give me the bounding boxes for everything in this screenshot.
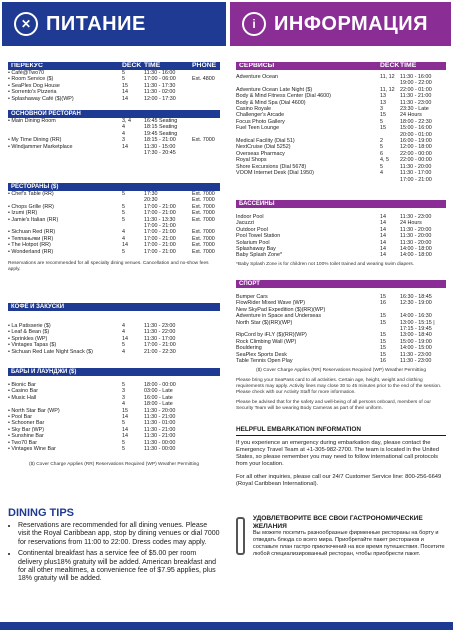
table-cell: 14 (122, 89, 128, 96)
table-cell: 11:30 - 16:00 (400, 74, 432, 80)
snacks-list (8, 70, 220, 102)
table-cell: 17:00 - 21:00 (144, 229, 176, 236)
table-cell: • Schooner Bar (8, 420, 45, 427)
table-cell: Solarium Pool (236, 239, 270, 246)
phone-icon (236, 517, 245, 555)
table-cell: Pool Towel Station (236, 233, 281, 240)
services-column-header (236, 62, 446, 70)
info-icon: i (242, 12, 266, 36)
pools-list (236, 214, 446, 259)
table-cell: 11:30 - 15:00 (144, 143, 176, 150)
table-cell: • My Time Dining (RR) (8, 137, 62, 144)
table-cell: Adventure in Space and Underseas (236, 313, 322, 320)
table-cell: 5 (122, 420, 125, 427)
table-cell: Casino Royale (236, 106, 272, 113)
coffee-title: КОФЕ И ЗАКУСКИ (11, 303, 65, 310)
table-cell: • Sorrento's Pizzeria (8, 89, 57, 96)
coffee-list (8, 323, 220, 355)
table-cell: 19:00 - 22:00 (400, 80, 432, 87)
pools-note: *Baby Splash Zone is for children not 100% toilet trained and wearing swim diapers. (236, 261, 415, 267)
table-cell: 16:45 Seating (144, 118, 178, 124)
table-cell: 5 (122, 216, 125, 223)
table-cell: 11:30 - 17:00 (144, 335, 176, 342)
deck-header: DECK (122, 61, 142, 69)
table-cell (380, 177, 400, 183)
main-dining-bar (8, 110, 220, 118)
table-cell: • Music Hall (8, 394, 37, 401)
table-cell: 03:00 - Late (144, 388, 173, 395)
table-cell (8, 150, 122, 156)
table-row (236, 177, 446, 183)
table-cell: 24 Hours (400, 220, 422, 227)
table-cell: • Izumi (RR) (8, 210, 38, 217)
table-cell: 15 (380, 332, 386, 339)
table-cell: 14 (122, 143, 128, 150)
table-cell: • Casino Bar (8, 388, 39, 395)
time-header: TIME (144, 61, 161, 69)
table-cell: 16:00 - Late (144, 394, 173, 401)
table-cell: 3, 4 (122, 118, 131, 124)
table-cell: Ext. 4800 (192, 76, 215, 83)
table-cell: Adventure Ocean (236, 74, 278, 80)
table-cell: 13 (380, 93, 386, 100)
table-cell: 22:00 - 01:00 (400, 86, 432, 93)
table-cell: • Vintages Wine Bar (8, 446, 56, 453)
table-cell: • Pool Bar (8, 414, 33, 421)
table-cell: 4 (122, 130, 125, 137)
table-cell: • Sichuan Red Late Night Snack ($) (8, 348, 93, 355)
dining-tip: • Continental breakfast has a service fee of $5.00 per room delivery plus18% gratuity will be added. American breakfast and for all other mealtimes, a convenience fee of $7.95 applies, plus 18% gratuity will be added. (18, 550, 220, 584)
table-cell: 11:30 - 21:00 (400, 93, 432, 100)
table-cell: Jacuzzi (236, 220, 254, 227)
table-cell: Body & Mind Spa (Dial 4600) (236, 99, 306, 106)
info-title: ИНФОРМАЦИЯ (274, 12, 428, 35)
table-cell: 15 (380, 319, 386, 326)
snacks-column-header (8, 62, 220, 70)
table-row (8, 446, 220, 452)
main-dining-section (8, 110, 220, 156)
info-header (230, 2, 451, 46)
sport-list (236, 294, 446, 364)
table-cell: 3 (122, 388, 125, 395)
security-note: Please be advised that for the safety and well-being of all persons onboard, members of our Security Team will be wearing Body Cameras as part of their uniform. (236, 400, 431, 412)
snacks-title: ПЕРЕКУС (11, 62, 43, 69)
table-cell: 5 (122, 248, 125, 255)
table-cell: 14:00 - 15:00 (400, 345, 432, 352)
table-cell: Medical Facility (Dial 51) (236, 138, 295, 145)
table-cell: 5 (122, 439, 125, 446)
table-row (8, 96, 220, 102)
table-cell: 11:30 - 22:00 (144, 329, 176, 336)
table-cell: • Bionic Bar (8, 382, 36, 388)
table-cell: Ext. 7000 (192, 216, 215, 223)
bars-title: БАРЫ И ЛАУНДЖИ ($) (11, 368, 77, 375)
table-cell: 14:00 - 18:00 (400, 252, 432, 259)
table-cell: 21:00 - 22:30 (144, 348, 176, 355)
sport-section (236, 280, 446, 412)
main-dining-title: ОСНОВНОЙ РЕСТОРАН (11, 110, 81, 117)
table-cell: • Chops Grille (RR) (8, 203, 54, 210)
table-cell: 11:30 - 21:00 (144, 433, 176, 440)
table-cell: Ext. 7000 (192, 203, 215, 210)
coffee-bar (8, 303, 220, 311)
table-cell: • Sichuan Red (RR) (8, 229, 56, 236)
table-cell: New SkyPad Expedition ($)(RR)(WP) (236, 306, 326, 313)
table-cell: Outdoor Pool (236, 226, 268, 233)
table-cell: 11:30 - 13:30 (144, 216, 176, 223)
embarkation-title: HELPFUL EMBARKATION INFORMATION (236, 427, 446, 436)
dining-header (2, 2, 226, 46)
table-cell: 15 (380, 345, 386, 352)
table-cell: 4 (122, 229, 125, 236)
table-cell: 13:00 - 18:40 (400, 332, 432, 339)
fork-knife-icon: ✕ (14, 12, 38, 36)
table-cell: • North Star Bar (WP) (8, 407, 60, 414)
table-cell: 5 (122, 191, 125, 197)
table-cell: Challenger's Arcade (236, 112, 285, 119)
time-header: TIME (400, 61, 417, 69)
table-cell: 6 (380, 150, 383, 157)
table-cell: 11:30 - 23:00 (400, 214, 432, 220)
table-cell: 13 (380, 99, 386, 106)
table-cell: 11:30 - 17:30 (144, 82, 176, 89)
table-cell: 4 (122, 235, 125, 242)
table-cell: 17:00 - 21:00 (144, 248, 176, 255)
table-cell: • Two70 Bar (8, 439, 38, 446)
table-cell: 11:30 - 23:00 (400, 358, 432, 365)
table-cell: 17:00 - 21:00 (144, 203, 176, 210)
table-cell: 18:00 - 22:30 (400, 118, 432, 125)
table-cell: Ext. 7000 (192, 229, 215, 236)
table-cell: 14 (380, 220, 386, 227)
coffee-section (8, 303, 220, 355)
table-cell: Ext. 7000 (192, 137, 215, 144)
table-cell: Bouldering (236, 345, 262, 352)
table-cell: 4 (122, 401, 125, 408)
table-cell: 15 (380, 112, 386, 119)
table-cell: 17:30 (144, 191, 158, 197)
table-cell: • La Patisserie ($) (8, 323, 51, 329)
table-cell: 19:45 Seating (144, 130, 178, 137)
table-cell: 22:00 - 00:00 (400, 150, 432, 157)
table-cell (192, 446, 220, 452)
table-cell: 5 (380, 163, 383, 170)
table-cell: 11:30 - 00:00 (144, 446, 176, 453)
table-cell: Baby Splash Zone* (236, 252, 283, 259)
table-cell: Ext. 7000 (192, 191, 215, 197)
table-cell: 14 (122, 95, 128, 102)
table-cell: 17:30 - 20:45 (144, 150, 176, 157)
deck-header: DECK (380, 61, 400, 69)
table-cell: FlowRider Mixed Wave (WP) (236, 300, 305, 307)
embarkation-section (236, 427, 446, 488)
table-cell: Overseas Pharmacy (236, 150, 285, 157)
table-cell: • Café@Two70 (8, 70, 45, 76)
pools-bar (236, 200, 446, 208)
table-cell: • Wonderland (RR) (8, 248, 54, 255)
embarkation-emergency: If you experience an emergency during embarkation day, please contact the Emergency Travel Team at +1-305-982-2700. The team is located in the United States, so please remember you may need to follow international call protocols from your location. (236, 440, 439, 468)
table-cell: 11, 12 (380, 86, 395, 93)
table-cell: 15 (380, 294, 386, 300)
table-cell: 15 (380, 338, 386, 345)
table-cell: 14:00 - 16:30 (400, 313, 432, 320)
dining-tips (8, 507, 220, 587)
table-cell: 4 (122, 124, 125, 131)
table-cell: 17:00 - 21:00 (144, 223, 176, 230)
table-cell (192, 150, 220, 156)
dining-tip: • Reservations are recommended for all dining venues. Please visit the Royal Caribbean app, stop by dining venues or dial 7000 for reservations from 11:00 to 22:00. Dress codes may apply. (18, 522, 220, 547)
table-cell: 12:00 - 17:30 (144, 95, 176, 102)
table-cell: 20:30 (144, 197, 158, 204)
table-cell (192, 349, 220, 355)
pools-title: БАССЕЙНЫ (239, 200, 275, 207)
table-cell: 17:00 - 21:00 (144, 342, 176, 349)
table-cell: Indoor Pool (236, 214, 264, 220)
table-cell: 15 (380, 125, 386, 132)
table-cell: 14 (122, 242, 128, 249)
table-cell: 16:00 - 19:00 (400, 138, 432, 145)
table-cell: 11:30 - 23:00 (400, 351, 432, 358)
table-cell: 15 (122, 407, 128, 414)
restaurants-note: Reservations are recommended for all specialty dining venues. Cancellation and no-show fees apply. (8, 261, 209, 273)
table-cell: 14 (380, 246, 386, 253)
table-cell: 14 (380, 252, 386, 259)
table-cell: 5 (380, 118, 383, 125)
table-row (236, 252, 446, 258)
table-cell: 11:30 - 20:00 (144, 407, 176, 414)
footer-bar (0, 622, 453, 630)
table-cell: 14 (122, 335, 128, 342)
table-cell: 11, 12 (380, 74, 395, 80)
table-cell: • SeaPlex Dog House (8, 82, 60, 89)
table-cell: 23:30 - Late (400, 106, 429, 113)
table-cell: 4, 5 (380, 157, 389, 164)
dining-tips-title: DINING TIPS (8, 507, 75, 519)
table-cell: • Теппаньяки (RR) (8, 235, 54, 242)
table-cell: • Windjammer Marketplace (8, 143, 73, 150)
table-cell: 17:00 - 21:00 (144, 235, 176, 242)
table-cell: • The Hotpot (RR) (8, 242, 51, 249)
table-cell: 15 (380, 351, 386, 358)
table-cell: 4 (122, 329, 125, 336)
table-cell: Fuel Teen Lounge (236, 125, 280, 132)
restaurants-bar (8, 183, 220, 191)
table-cell: 11:30 - 20:00 (400, 163, 432, 170)
table-cell: Ext. 7000 (192, 197, 215, 204)
table-cell: 11:30 - 20:00 (400, 233, 432, 240)
table-cell: 11:30 - 16:00 (144, 70, 176, 76)
services-section (236, 62, 446, 183)
table-cell: 17:00 - 21:00 (144, 242, 176, 249)
sport-title: СПОРТ (239, 280, 260, 287)
table-cell: Bumper Cars (236, 294, 268, 300)
table-cell: 11:30 - 21:00 (144, 414, 176, 421)
table-row (236, 320, 446, 333)
table-cell: Ext. 7000 (192, 235, 215, 242)
table-cell: SeaPlex Sports Desk (236, 351, 287, 358)
table-cell: 11:30 - 23:00 (400, 99, 432, 106)
restaurants-list (8, 191, 220, 255)
table-cell: 3 (122, 137, 125, 144)
app-promo-text: Вы можете посетить разнообразные фирменные рестораны на борту и отведать блюда со всего мира. Приобретайте пакет ресторанов и составьте план гастро приключений на все время путешествия. Посетите любой специализированный ресторан, чтобы приобрести пакет. (252, 530, 445, 557)
table-row (236, 358, 446, 364)
bars-legend: ($) Cover Charge Applies (RR) Reservations Required (WP) Weather Permitting (29, 462, 199, 468)
table-cell: 14 (380, 239, 386, 246)
table-cell: 14 (122, 426, 128, 433)
table-cell: 11:30 - 23:00 (144, 323, 176, 329)
table-cell: 14 (122, 433, 128, 440)
table-cell: Rock Climbing Wall (WP) (236, 338, 297, 345)
table-cell: 14 (380, 226, 386, 233)
table-cell: 4 (122, 323, 125, 329)
table-cell: 11:30 - 21:00 (144, 426, 176, 433)
table-cell: Splashaway Bay (236, 246, 276, 253)
table-cell: 22:00 - 00:00 (400, 157, 432, 164)
table-row (8, 150, 220, 156)
table-cell: 2 (380, 138, 383, 145)
table-cell: 14 (380, 233, 386, 240)
bars-bar (8, 368, 220, 376)
table-cell: 5 (122, 210, 125, 217)
table-cell: 14:00 - 18:00 (400, 246, 432, 253)
table-cell: 5 (122, 446, 125, 453)
sport-bar (236, 280, 446, 288)
table-cell: 15 (122, 82, 128, 89)
table-cell: 20:00 - 01:00 (400, 131, 432, 138)
app-promo (236, 515, 446, 557)
table-cell (122, 150, 144, 156)
table-cell: Body & Mind Fitness Center (Dial 4600) (236, 93, 331, 100)
table-cell: • Vintages Tapas ($) (8, 342, 57, 349)
table-cell: 4 (380, 170, 383, 177)
services-title: СЕРВИСЫ (239, 62, 275, 69)
table-cell: 3 (380, 106, 383, 113)
table-cell: • Splashaway Café ($)(WP) (8, 95, 74, 102)
table-cell: • Leaf & Bean ($) (8, 329, 50, 336)
app-promo-title: УДОВЛЕТВОРИТЕ ВСЕ СВОИ ГАСТРОНОМИЧЕСКИЕ ЖЕЛАНИЯ (252, 515, 423, 530)
table-cell: 5 (380, 144, 383, 151)
table-cell: 18:00 - Late (144, 401, 173, 408)
table-cell: 12:30 - 19:00 (400, 300, 432, 307)
phone-header: PHONE (192, 61, 217, 69)
table-cell (192, 96, 220, 102)
table-cell: 18:15 Seating (144, 124, 178, 131)
table-cell: • Sprinkles (WP) (8, 335, 48, 342)
restaurants-section (8, 183, 220, 273)
pools-section (236, 200, 446, 268)
table-cell: Adventure Ocean Late Night ($) (236, 86, 313, 93)
table-row (8, 249, 220, 255)
table-cell: 3 (122, 394, 125, 401)
table-cell: 24 Hours (400, 112, 422, 119)
table-cell: 15:00 - 16:00 (400, 125, 432, 132)
table-cell: 14 (122, 414, 128, 421)
sport-note: Please bring your SeaPass card to all activities. Certain age, height, weight and clothing requirements may apply. Activity lines may close 30 to 45 minutes prior to the end of the session. Please check with our Activity Staff for more information. (236, 378, 442, 396)
table-cell: • Chef's Table (RR) (8, 191, 54, 197)
table-cell: 15 (380, 313, 386, 320)
services-list (236, 74, 446, 183)
table-cell: 17:00 - 21:00 (144, 210, 176, 217)
table-cell: 5 (122, 342, 125, 349)
table-cell: • Sunshine Bar (8, 433, 44, 440)
table-cell: • Sky Bar (WP) (8, 426, 45, 433)
table-cell: 16:30 - 18:45 (400, 294, 432, 300)
table-cell: 17:00 - 21:00 (400, 176, 432, 183)
table-cell: 14 (380, 214, 386, 220)
table-cell: Table Tennis Open Play (236, 358, 293, 365)
table-cell: 4 (122, 348, 125, 355)
table-cell: • Room Service ($) (8, 76, 54, 83)
embarkation-customer-service: For all other inquiries, please call our 24/7 Customer Service line: 800-256-6649 (Royal Caribbean International). (236, 474, 442, 488)
table-cell: 17:00 - 06:00 (144, 76, 176, 83)
table-cell: 11:30 - 20:00 (400, 239, 432, 246)
table-cell: 5 (122, 76, 125, 83)
table-cell: 12:00 - 18:00 (400, 144, 432, 151)
table-cell: 11:30 - 20:00 (400, 226, 432, 233)
table-cell: 5 (122, 70, 125, 76)
table-cell (236, 177, 380, 183)
table-cell: 5 (122, 382, 125, 388)
table-cell: 11:30 - 01:00 (144, 420, 176, 427)
table-cell: 11:30 - 00:00 (144, 439, 176, 446)
table-row (8, 349, 220, 355)
table-cell: Royal Shops (236, 157, 267, 164)
table-cell: North Star ($)(RR)(WP) (236, 319, 293, 326)
table-cell: • Jamie's Italian (RR) (8, 216, 59, 223)
table-cell: Shore Excursions (Dial 5678) (236, 163, 307, 170)
table-cell: Ext. 7000 (192, 242, 215, 249)
snacks-section (8, 62, 220, 102)
table-cell: • Main Dining Room (8, 118, 56, 124)
restaurants-title: РЕСТОРАНЫ ($) (11, 183, 59, 190)
sport-legend: ($) Cover Charge Applies (RR) Reservations Required (WP) Weather Permitting (256, 368, 426, 374)
table-cell: RipCord by iFLY ($)(RR)(WP) (236, 332, 307, 339)
table-cell: 18:00 - 00:00 (144, 382, 176, 388)
table-cell: 11:30 - 17:00 (400, 170, 432, 177)
main-dining-list (8, 118, 220, 156)
dining-title: ПИТАНИЕ (46, 12, 146, 35)
table-cell: 16 (380, 358, 386, 365)
table-cell: Focus Photo Gallery (236, 118, 285, 125)
table-cell: 5 (122, 203, 125, 210)
table-cell: 15:00 - 19:00 (400, 338, 432, 345)
table-cell: Ext. 7000 (192, 210, 215, 217)
table-cell: NextCruise (Dial 5252) (236, 144, 291, 151)
table-cell: 16 (380, 300, 386, 307)
bars-list (8, 382, 220, 452)
table-cell: 13:00 - 15:15 | 17:15 - 19:45 (400, 319, 435, 333)
table-cell: 11:30 - 02:00 (144, 89, 176, 96)
bars-section (8, 368, 220, 468)
table-cell: 18:15 - 21:00 (144, 137, 176, 144)
table-cell: VOOM Internet Desk (Dial 1950) (236, 170, 314, 177)
table-cell: Ext. 7000 (192, 248, 215, 255)
